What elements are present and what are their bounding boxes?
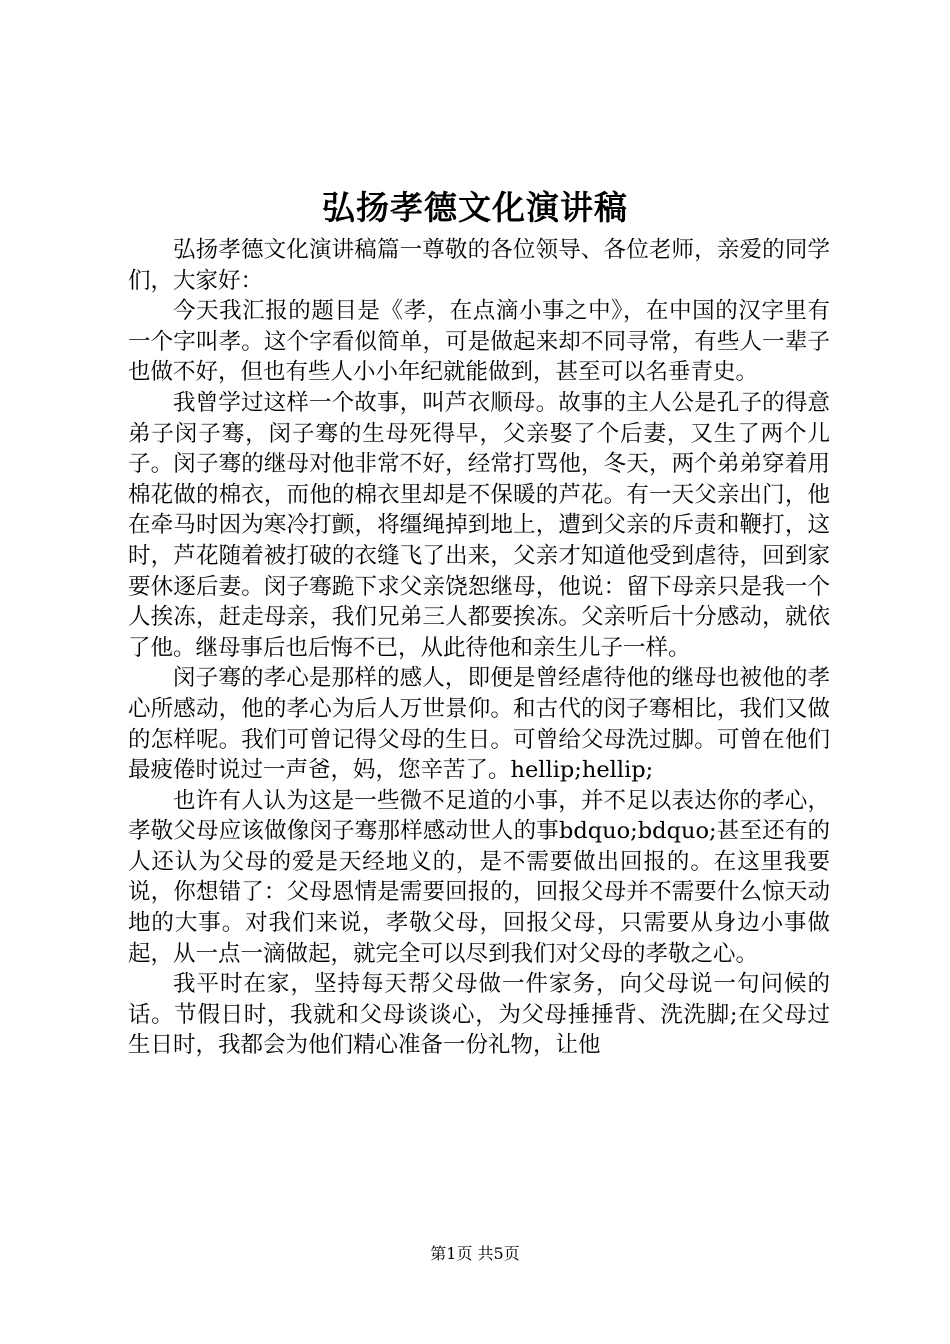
page-number-footer: 第1页 共5页 [430, 1244, 520, 1263]
paragraph-personal: 我平时在家，坚持每天帮父母做一件家务，向父母说一句问候的话。节假日时，我就和父母谈谈心，为父母捶捶背、洗洗脚;在父母过生日时，我都会为他们精心准备一份礼物，让他 [128, 971, 830, 1059]
document-body [128, 235, 830, 1061]
paragraph-greeting: 弘扬孝德文化演讲稿篇一尊敬的各位领导、各位老师，亲爱的同学们，大家好： [128, 237, 830, 294]
paragraph-story: 我曾学过这样一个故事，叫芦衣顺母。故事的主人公是孔子的得意弟子闵子骞，闵子骞的生母死得早，父亲娶了个后妻，又生了两个儿子。闵子骞的继母对他非常不好，经常打骂他，冬天，两个弟弟穿着用棉花做的棉衣，而他的棉衣里却是不保暖的芦花。有一天父亲出门，他在牵马时因为寒冷打颤，将缰绳掉到地上，遭到父亲的斥责和鞭打，这时，芦花随着被打破的衣缝飞了出来，父亲才知道他受到虐待，回到家要休逐后妻。闵子骞跪下求父亲饶恕继母，他说：留下母亲只是我一个人挨冻，赶走母亲，我们兄弟三人都要挨冻。父亲听后十分感动，就依了他。继母事后也后悔不已，从此待他和亲生儿子一样。 [128, 389, 830, 661]
paragraph-topic: 今天我汇报的题目是《孝，在点滴小事之中》，在中国的汉字里有一个字叫孝。这个字看似简单，可是做起来却不同寻常，有些人一辈子也做不好，但也有些人小小年纪就能做到，甚至可以名垂青史。 [128, 298, 830, 386]
document-title: 弘扬孝德文化演讲稿 [322, 188, 628, 227]
paragraph-comparison: 闵子骞的孝心是那样的感人，即便是曾经虐待他的继母也被他的孝心所感动，他的孝心为后人万世景仰。和古代的闵子骞相比，我们又做的怎样呢。我们可曾记得父母的生日。可曾给父母洗过脚。可曾在他们最疲倦时说过一声爸，妈，您辛苦了。hellip;hellip; [128, 665, 830, 784]
paragraph-small-things: 也许有人认为这是一些微不足道的小事，并不足以表达你的孝心，孝敬父母应该做像闵子骞那样感动世人的事bdquo;bdquo;甚至还有的人还认为父母的爱是天经地义的，是不需要做出回报的。在这里我要说，你想错了：父母恩情是需要回报的，回报父母并不需要什么惊天动地的大事。对我们来说，孝敬父母，回报父母，只需要从身边小事做起，从一点一滴做起，就完全可以尽到我们对父母的孝敬之心。 [128, 787, 830, 967]
